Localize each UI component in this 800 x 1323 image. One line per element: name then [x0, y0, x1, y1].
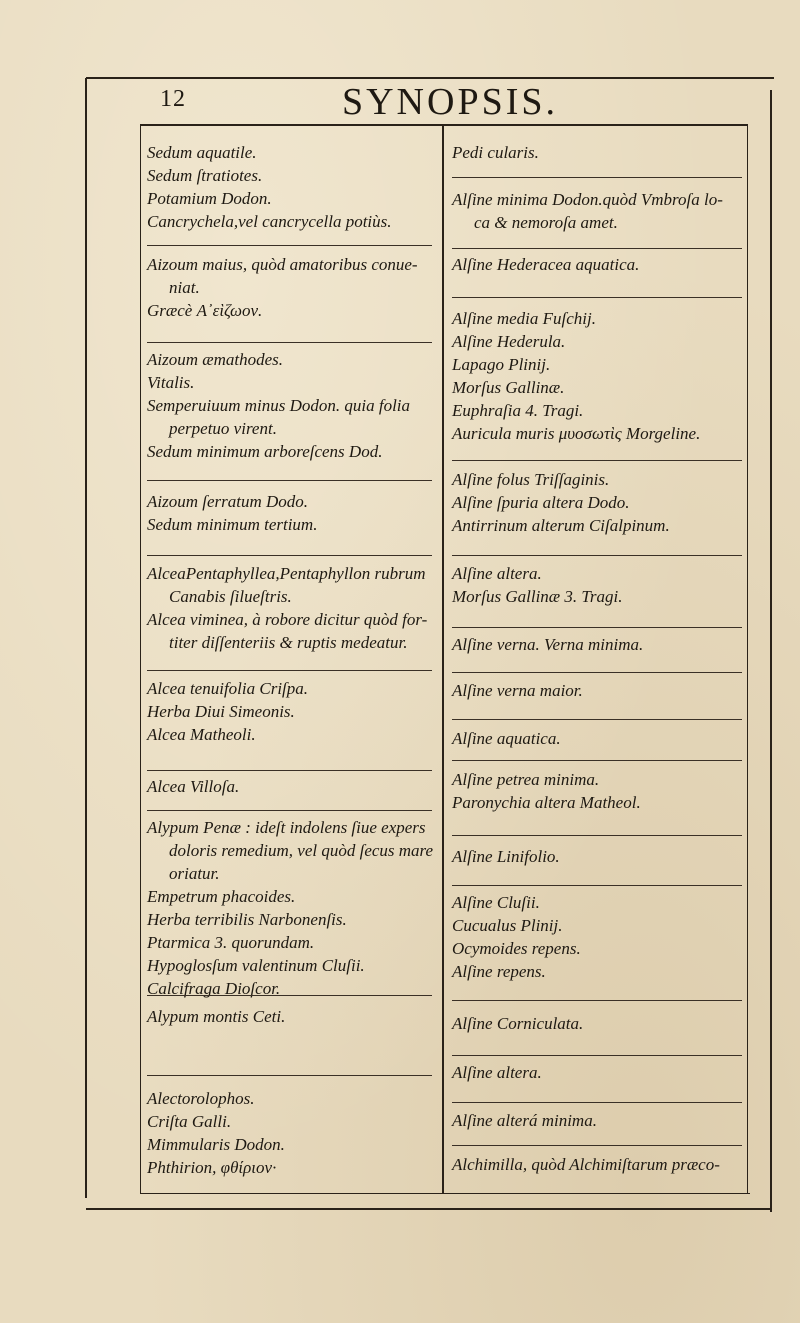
entry-line: Græcè Α᾿εὶζωον. [147, 301, 263, 320]
entry-line: oriatur. [169, 864, 220, 883]
entry-line: titer diſſenteriis & ruptis medeatur. [169, 633, 408, 652]
entry-line: Alſine Hederula. [452, 332, 566, 351]
entry-line: Alcea tenuifolia Criſpa. [147, 679, 309, 698]
entry-line: Sedum minimum arboreſcens Dod. [147, 442, 383, 461]
entry-line: Sedum ſtratiotes. [147, 166, 263, 185]
top-rule [86, 77, 774, 79]
page-number: 12 [160, 86, 186, 112]
entry-line: Alſine alterá minima. [452, 1111, 597, 1130]
entry-line: Alſine Cluſii. [452, 893, 540, 912]
entry-line: Euphraſia 4. Tragi. [452, 401, 584, 420]
entry-line: Alſine verna maior. [452, 681, 583, 700]
entry-line: Vitalis. [147, 373, 195, 392]
entry-line: Criſta Galli. [147, 1112, 232, 1131]
entry [147, 1087, 437, 1179]
entry-separator [452, 460, 742, 461]
right-outer-rule [770, 90, 772, 1212]
entry [147, 677, 437, 746]
entry-line: Lapago Plinij. [452, 355, 551, 374]
entry-line: Auricula muris μυοσωτὶς Morgeline. [452, 424, 701, 443]
entry-line: Aizoum maius, quòd amatoribus conue- [147, 255, 418, 274]
table-left-rule [140, 124, 141, 1194]
entry-line: Alſine Corniculata. [452, 1014, 584, 1033]
entry [147, 348, 437, 463]
entry-line: Alcea Villoſa. [147, 777, 240, 796]
page-title: SYNOPSIS. [341, 81, 559, 123]
entry-separator [452, 719, 742, 720]
entry [147, 775, 437, 798]
column-divider [442, 124, 444, 1194]
entry-line: Aizoum æmathodes. [147, 350, 283, 369]
entry-line: Potamium Dodon. [147, 189, 272, 208]
entry [452, 562, 742, 608]
entry [452, 253, 742, 276]
table-right-rule [747, 124, 748, 1194]
entry-line: Alſine ſpuria altera Dodo. [452, 493, 630, 512]
entry-line: Herba terribilis Narbonenſis. [147, 910, 347, 929]
bottom-rule-inner [140, 1193, 750, 1194]
entry-line: Aizoum ſerratum Dodo. [147, 492, 309, 511]
entry [452, 768, 742, 814]
entry [452, 679, 742, 702]
entry-separator [147, 342, 432, 343]
entry-line: AlceaPentaphyllea,Pentaphyllon rubrum [147, 564, 426, 583]
entry-line: doloris remedium, vel quòd ſecus mare [169, 841, 434, 860]
entry-line: Alectorolophos. [147, 1089, 255, 1108]
entry [452, 1153, 742, 1176]
entry [147, 562, 437, 654]
entry [452, 891, 742, 983]
entry [147, 1005, 437, 1028]
entry [452, 141, 742, 164]
entry-line: Alſine petrea minima. [452, 770, 600, 789]
entry-separator [452, 248, 742, 249]
entry-line: Hypoglosſum valentinum Cluſii. [147, 956, 365, 975]
entry-line: Alſine media Fuſchij. [452, 309, 596, 328]
entry-line: Alſine minima Dodon.quòd Vmbroſa lo- [452, 190, 723, 209]
entry-line: Phthirion, φθίριον· [147, 1158, 277, 1177]
entry-separator [452, 885, 742, 886]
entry-separator [147, 810, 432, 811]
entry [452, 1012, 742, 1035]
left-outer-rule [85, 78, 87, 1198]
entry [452, 188, 742, 234]
entry-line: Alypum Penæ : ideſt indolens ſiue expers [147, 818, 426, 837]
entry-separator [452, 1055, 742, 1056]
entry-separator [147, 1075, 432, 1076]
entry-separator [452, 555, 742, 556]
entry-line: Canabis ſilueſtris. [169, 587, 292, 606]
entry-line: Alcea viminea, à robore dicitur quòd for- [147, 610, 428, 629]
table-top-rule [140, 124, 748, 126]
entry-separator [147, 670, 432, 671]
entry [452, 468, 742, 537]
entry-separator [452, 297, 742, 298]
entry-separator [452, 672, 742, 673]
entry [452, 633, 742, 656]
entry-line: Morſus Gallinæ 3. Tragi. [452, 587, 623, 606]
entry-line: Calcifraga Dioſcor. [147, 979, 281, 998]
entry-separator [452, 627, 742, 628]
entry-line: perpetuo virent. [169, 419, 277, 438]
entry-line: Alcea Matheoli. [147, 725, 256, 744]
entry-line: Semperuiuum minus Dodon. quia folia [147, 396, 411, 415]
entry-line: Alypum montis Ceti. [147, 1007, 286, 1026]
entry [147, 490, 437, 536]
entry-line: Alſine Linifolio. [452, 847, 560, 866]
entry-line: Ocymoides repens. [452, 939, 581, 958]
entry-line: Alſine Hederacea aquatica. [452, 255, 640, 274]
entry [147, 253, 437, 322]
entry-line: Cucualus Plinij. [452, 916, 563, 935]
entry [452, 845, 742, 868]
entry-line: Alſine folus Triſſaginis. [452, 470, 610, 489]
bottom-rule [86, 1208, 772, 1210]
entry-line: Empetrum phacoides. [147, 887, 296, 906]
entry-separator [147, 995, 432, 996]
entry-line: ca & nemoroſa amet. [474, 213, 618, 232]
entry-separator [452, 760, 742, 761]
entry-line: niat. [169, 278, 200, 297]
entry [147, 816, 437, 1000]
entry-line: Paronychia altera Matheol. [452, 793, 641, 812]
entry-separator [452, 1102, 742, 1103]
entry-line: Herba Diui Simeonis. [147, 702, 295, 721]
entry [452, 307, 742, 445]
entry-line: Cancrychela,vel cancrycella potiùs. [147, 212, 392, 231]
entry-line: Pedi cularis. [452, 143, 539, 162]
entry [147, 141, 437, 233]
entry-line: Ptarmica 3. quorundam. [147, 933, 315, 952]
entry-line: Alſine repens. [452, 962, 546, 981]
entry-line: Morſus Gallinæ. [452, 378, 565, 397]
entry-separator [147, 770, 432, 771]
entry-line: Alchimilla, quòd Alchimiſtarum præco- [452, 1155, 720, 1174]
entry-separator [147, 555, 432, 556]
entry-line: Alſine altera. [452, 564, 542, 583]
entry-separator [147, 245, 432, 246]
entry [452, 1061, 742, 1084]
entry-line: Alſine aquatica. [452, 729, 561, 748]
entry-separator [147, 480, 432, 481]
entry-line: Sedum aquatile. [147, 143, 257, 162]
entry-line: Alſine verna. Verna minima. [452, 635, 644, 654]
entry-line: Sedum minimum tertium. [147, 515, 318, 534]
entry-separator [452, 1145, 742, 1146]
entry [452, 727, 742, 750]
entry-line: Alſine altera. [452, 1063, 542, 1082]
entry [452, 1109, 742, 1132]
entry-line: Antirrinum alterum Ciſalpinum. [452, 516, 670, 535]
entry-separator [452, 835, 742, 836]
entry-separator [452, 177, 742, 178]
entry-line: Mimmularis Dodon. [147, 1135, 285, 1154]
entry-separator [452, 1000, 742, 1001]
